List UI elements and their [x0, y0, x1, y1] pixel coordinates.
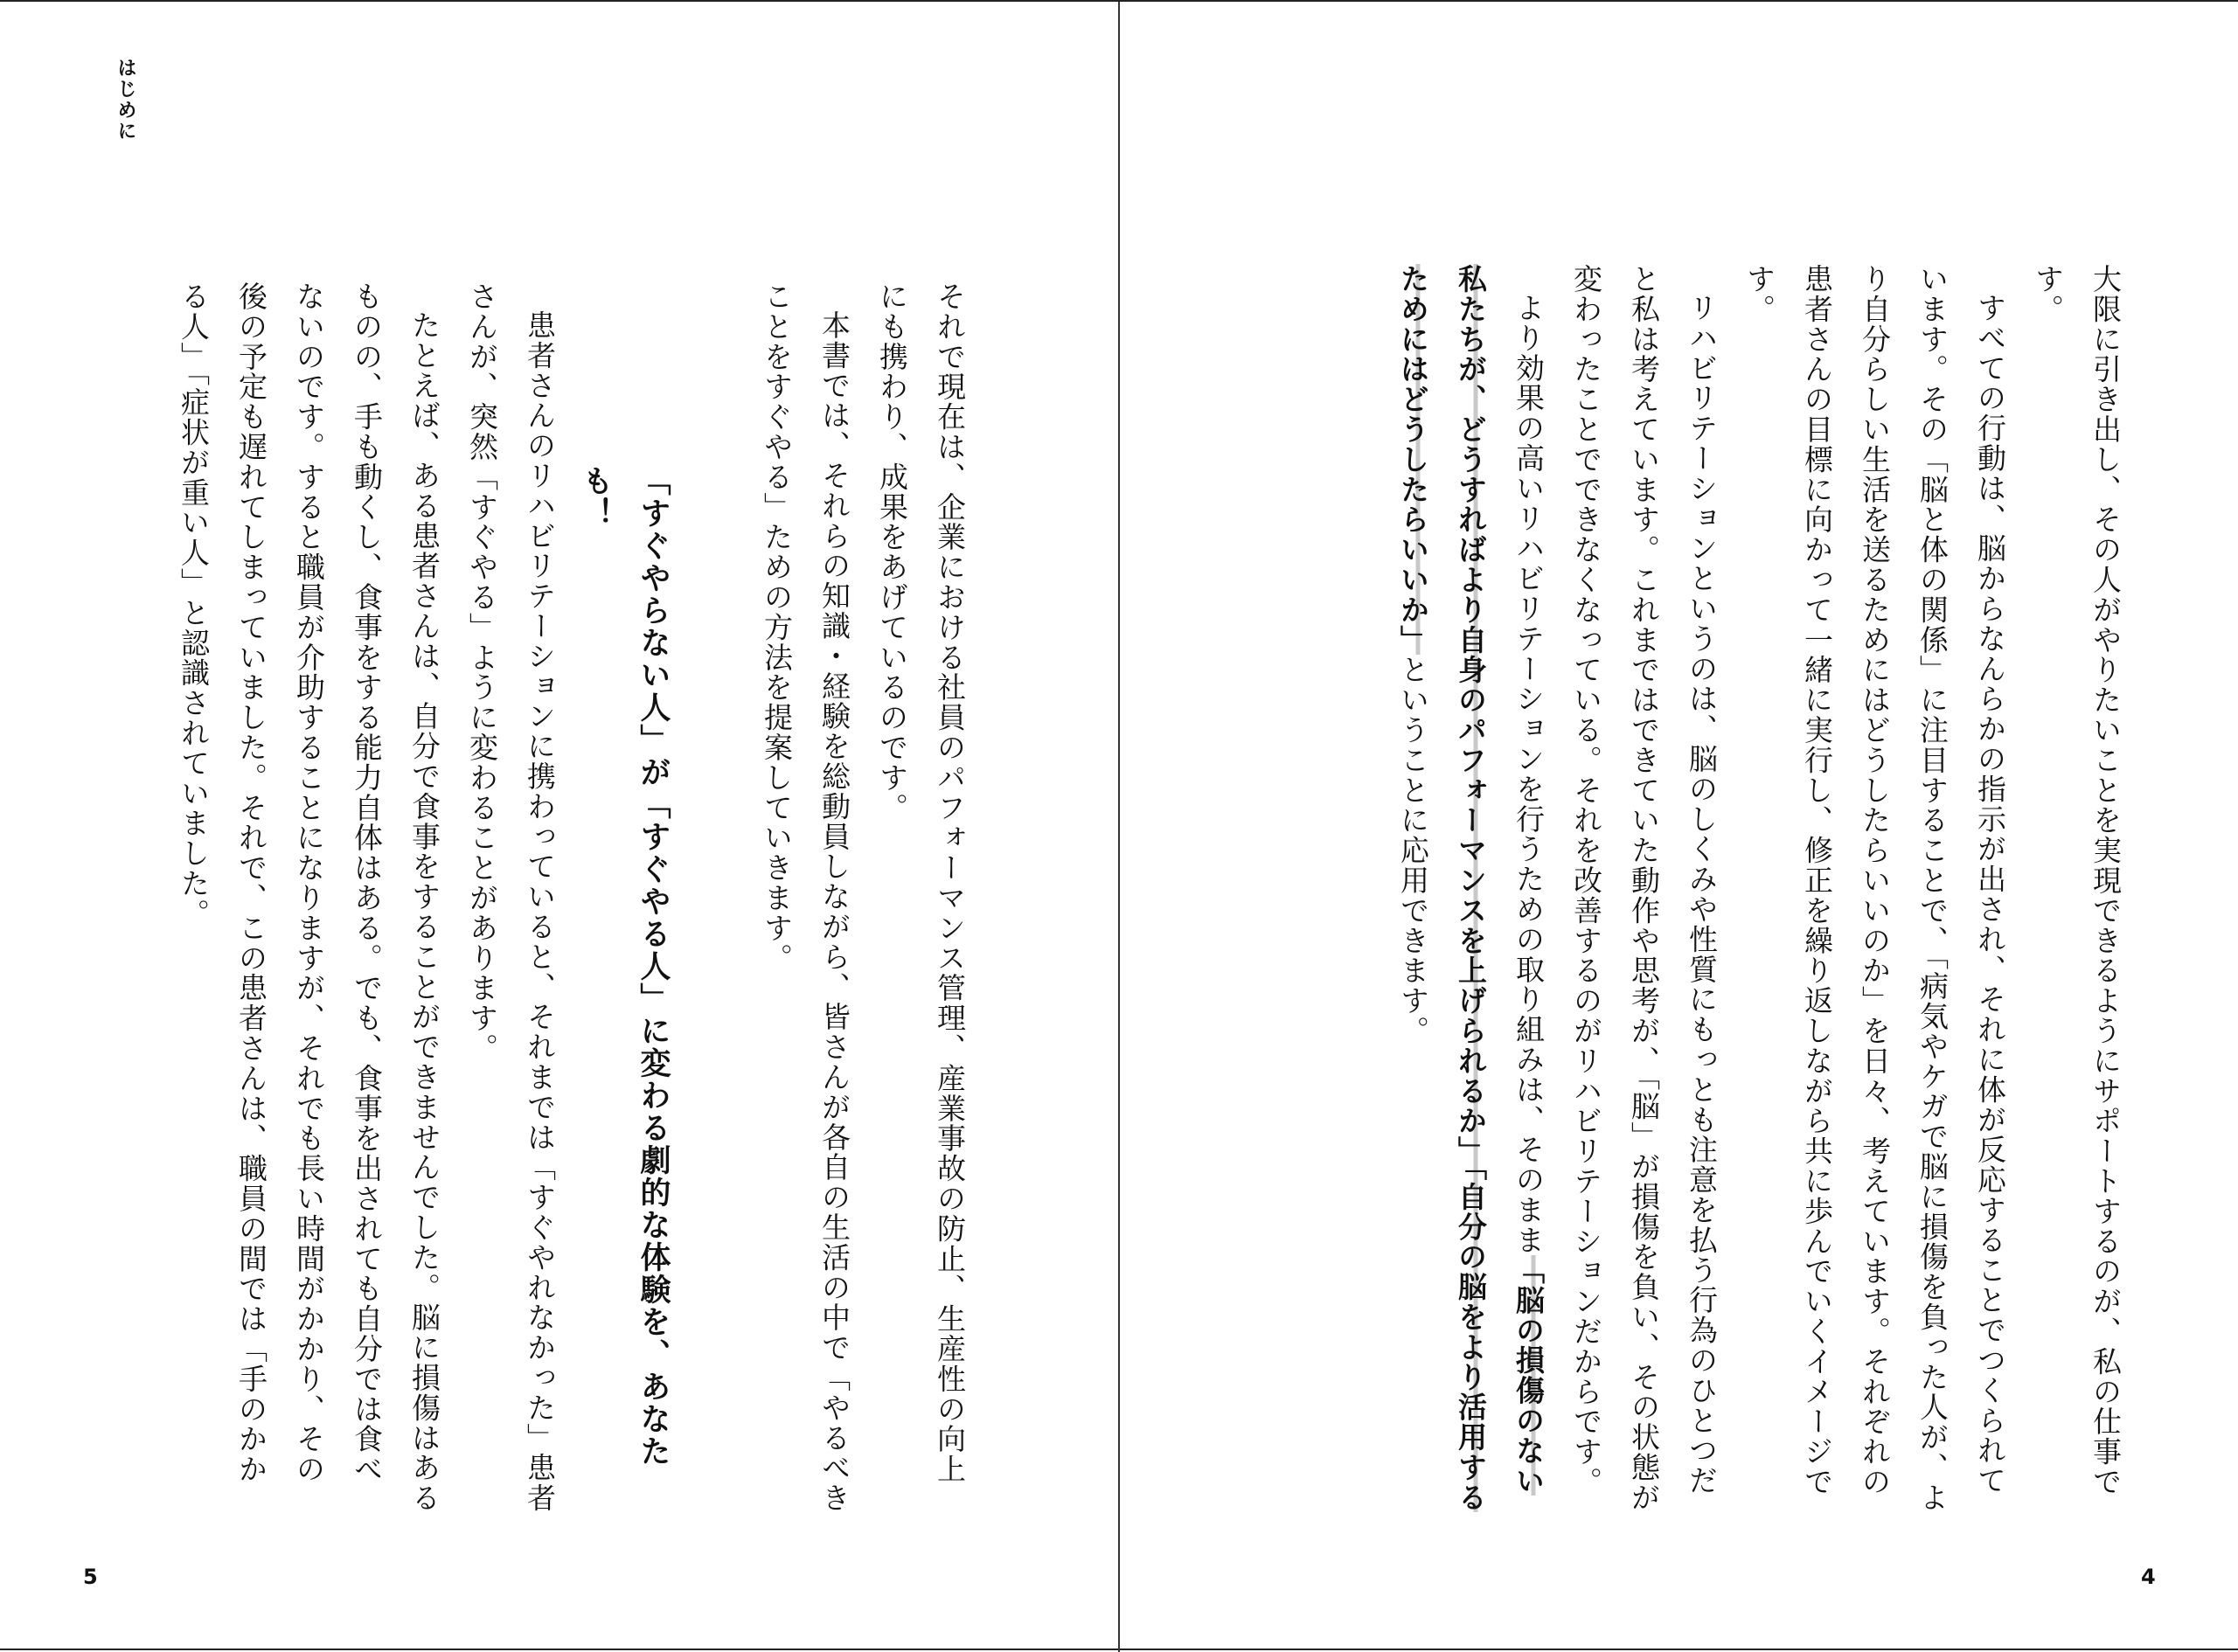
- page-number-right: 4: [2141, 1565, 2156, 1589]
- left-section2: [166, 281, 568, 1514]
- left-paragraph-3: 患者さんのリハビリテーションに携わっていると、それまでは「すぐやれなかった」患者さんが、突然「すぐやる」ように変わることがあります。: [465, 281, 557, 1513]
- right-paragraph-1: 大限に引き出し、その人がやりたいことを実現できるようにサポートするのが、私の仕事です。: [2031, 264, 2123, 1497]
- running-head: はじめに: [115, 58, 136, 142]
- page-number-left: 5: [83, 1565, 98, 1589]
- right-paragraph-2: すべての行動は、脳からなんらかの指示が出され、それに体が反応することでつくられています。その「脳と体の関係」に注目することで、「病気やケガで脳に損傷を負った人が、より自分らしい生活を送るためにはどうしたらいいのか」を日々、考えています。それぞれの患者さんの目標に向かって一緒に実行し、修正を繰り返しながら共に歩んでいくイメージです。: [1742, 264, 2007, 1513]
- left-paragraph-2: 本書では、それらの知識・経験を総動員しながら、皆さんが各自の生活の中で「やるべきことをすぐやる」ための方法を提案していきます。: [760, 281, 851, 1513]
- right-body: [1260, 264, 2134, 1514]
- left-section1: [760, 281, 978, 1514]
- section-heading: [578, 465, 682, 1514]
- left-page: [0, 2, 1118, 1652]
- last-para-start: より効果の高いリハビリテーションを行うための取り組みは、そのまま: [1512, 293, 1546, 1255]
- left-paragraph-1: それで現在は、企業における社員のパフォーマンス管理、産業事故の防止、生産性の向上にも携わり、成果をあげているのです。: [875, 281, 967, 1484]
- left-paragraph-4: たとえば、ある患者さんは、自分で食事をすることができませんでした。脳に損傷はあるものの、手も動くし、食事をする能力自体はある。でも、食事を出されても自分では食べないのです。すると職員が介助することになりますが、それでも長い時間がかかり、その後の予定も遅れてしまっていました。それで、この患者さんは、職員の間では「手のかかる人」「症状が重い人」と認識されていました。: [177, 281, 441, 1513]
- right-paragraph-4: [1384, 264, 1557, 1514]
- right-paragraph-3: リハビリテーションというのは、脳のしくみや性質にもっとも注意を払う行為のひとつだと私は考えています。これまではできていた動作や思考が、「脳」が損傷を負い、その状態が変わったことでできなくなっている。それを改善するのがリハビリテーションだからです。: [1569, 264, 1719, 1513]
- section-heading-text: 「すぐやらない人」が「すぐやる人」に変わる劇的な体験を、あなたも！: [578, 465, 671, 1468]
- right-page: [1120, 2, 2238, 1652]
- last-para-end: ということに応用できます。: [1396, 655, 1430, 1046]
- highlighted-phrase: 「脳の損傷のない私たちが、どうすればより自身のパフォーマンスを上げられるか」「自分の脳をより活用するためにはどうしたらいいか」: [1396, 264, 1546, 1513]
